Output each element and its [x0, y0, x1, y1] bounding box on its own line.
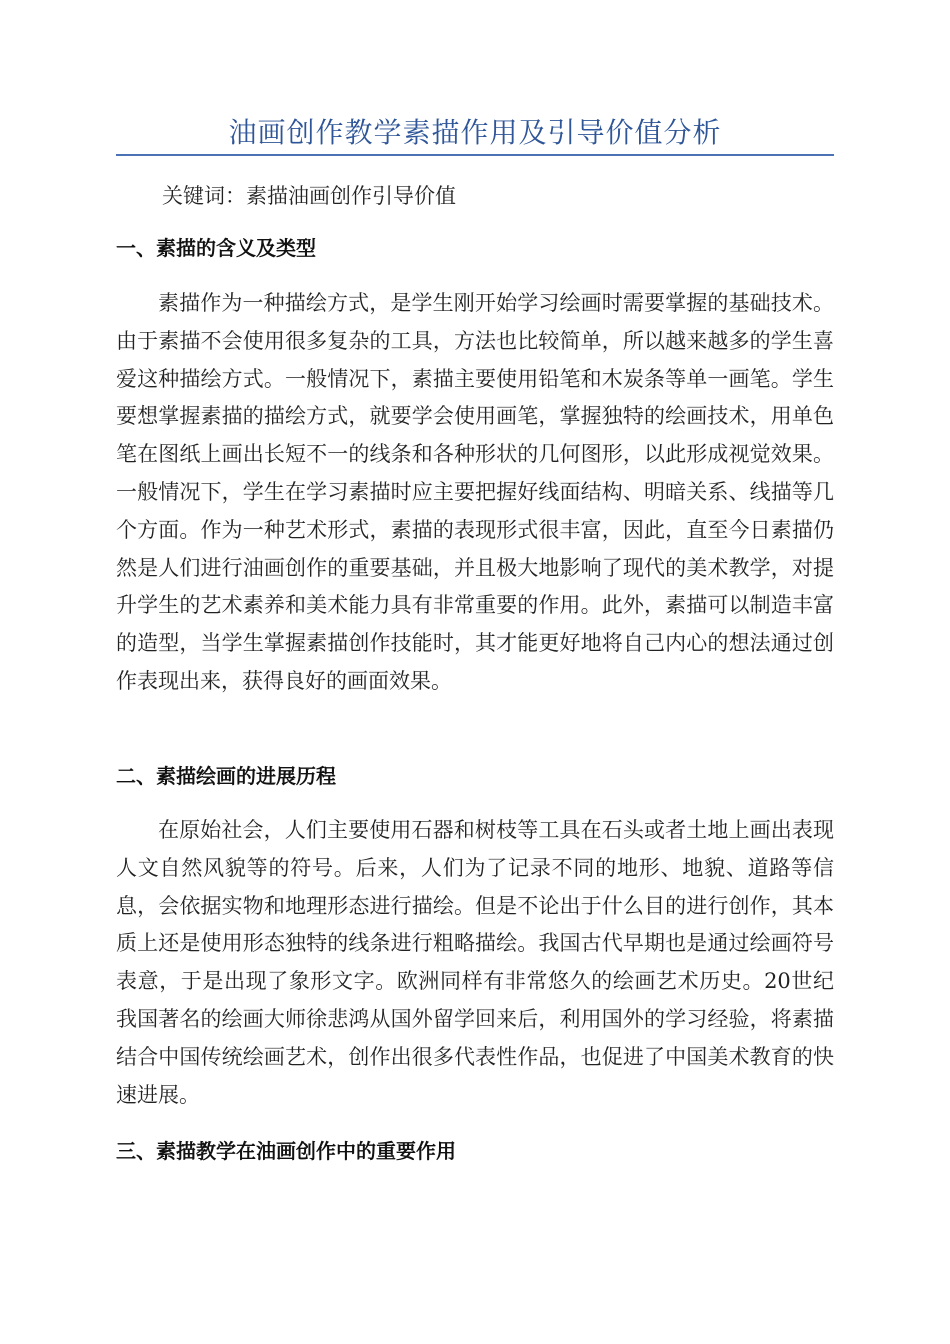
section-heading-2: 二、素描绘画的进展历程 — [116, 764, 336, 788]
section-heading-3: 三、素描教学在油画创作中的重要作用 — [116, 1139, 456, 1163]
section-paragraph-2: 在原始社会，人们主要使用石器和树枝等工具在石头或者土地上画出表现人文自然风貌等的符号。后来，人们为了记录不同的地形、地貌、道路等信息，会依据实物和地理形态进行描绘。但是不论出于什么目的进行创作，其本质上还是使用形态独特的线条进行粗略描绘。我国古代早期也是通过绘画符号表意，于是出现了象形文字。欧洲同样有非常悠久的绘画艺术历史。20世纪我国著名的绘画大师徐悲鸿从国外留学回来后，利用国外的学习经验，将素描结合中国传统绘画艺术，创作出很多代表性作品，也促进了中国美术教育的快速进展。 — [116, 818, 834, 1107]
keywords-line: 关键词：素描油画创作引导价值 — [162, 184, 456, 208]
title-underline — [116, 154, 834, 156]
section-heading-1: 一、素描的含义及类型 — [116, 236, 316, 260]
section-paragraph-1: 素描作为一种描绘方式，是学生刚开始学习绘画时需要掌握的基础技术。由于素描不会使用很多复杂的工具，方法也比较简单，所以越来越多的学生喜爱这种描绘方式。一般情况下，素描主要使用铅笔和木炭条等单一画笔。学生要想掌握素描的描绘方式，就要学会使用画笔，掌握独特的绘画技术，用单色笔在图纸上画出长短不一的线条和各种形状的几何图形，以此形成视觉效果。一般情况下，学生在学习素描时应主要把握好线面结构、明暗关系、线描等几个方面。作为一种艺术形式，素描的表现形式很丰富，因此，直至今日素描仍然是人们进行油画创作的重要基础，并且极大地影响了现代的美术教学，对提升学生的艺术素养和美术能力具有非常重要的作用。此外，素描可以制造丰富的造型，当学生掌握素描创作技能时，其才能更好地将自己内心的想法通过创作表现出来，获得良好的画面效果。 — [116, 291, 834, 693]
document-title: 油画创作教学素描作用及引导价值分析 — [228, 116, 722, 149]
